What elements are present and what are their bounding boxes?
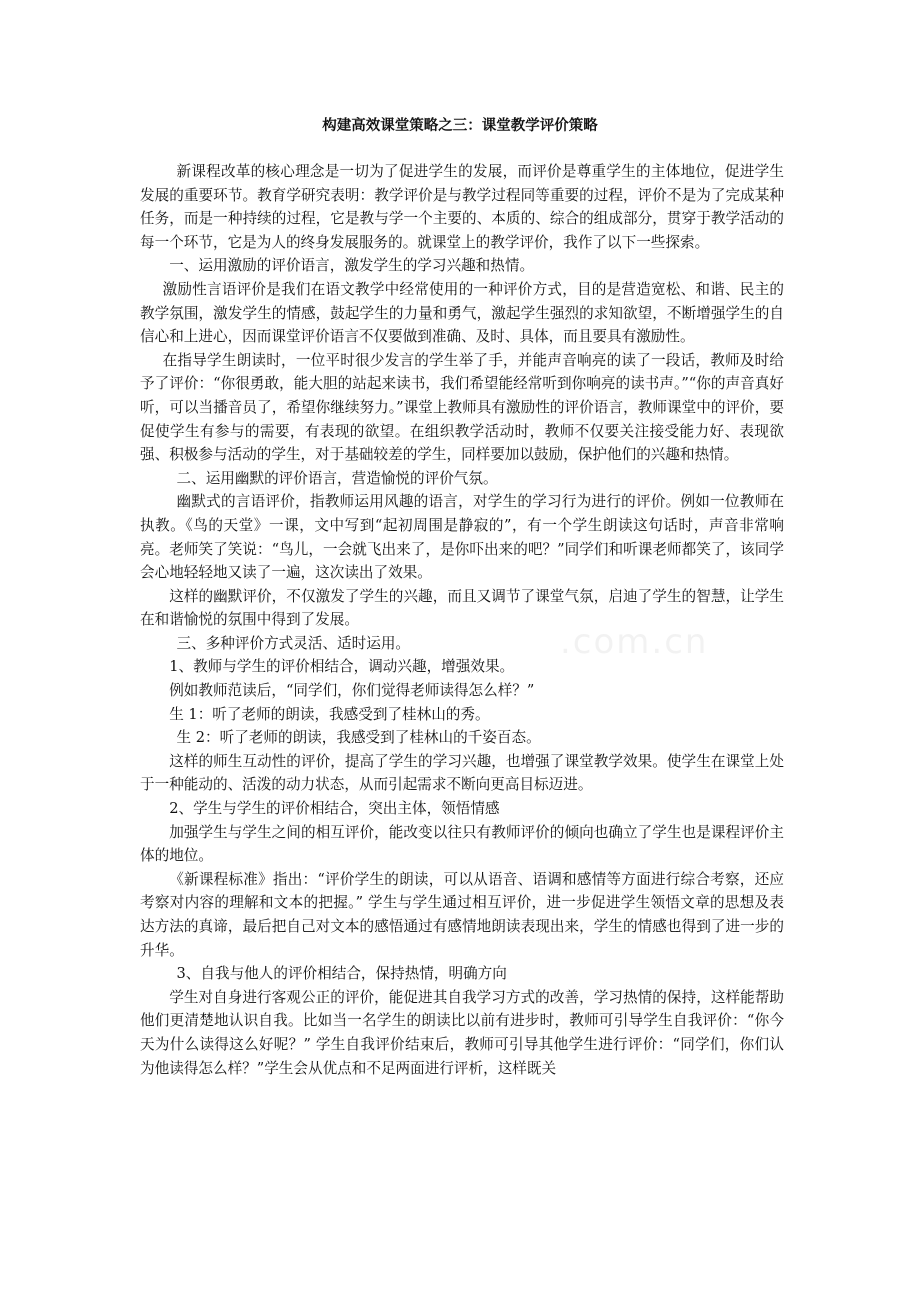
student-quote-2: 生 2：听了老师的朗读，我感受到了桂林山的千姿百态。 — [176, 729, 541, 747]
paragraph: 这样的幽默评价，不仅激发了学生的兴趣，而且又调节了课堂气氛，启迪了学生的智慧，让学生在和谐愉悦的氛围中得到了发展。 — [140, 587, 784, 629]
subheading-1: 1、教师与学生的评价相结合，调动兴趣，增强效果。 — [169, 658, 515, 676]
subheading-3: 3、自我与他人的评价相结合，保持热情，明确方向 — [176, 965, 507, 983]
subheading-2: 2、学生与学生的评价相结合，突出主体，领悟情感 — [169, 800, 500, 818]
document-body — [140, 160, 784, 1080]
document-title: 构建高效课堂策略之三：课堂教学评价策略 — [322, 118, 598, 134]
paragraph: 例如教师范读后，“同学们，你们觉得老师读得怎么样？” — [169, 682, 535, 700]
section-heading-1: 一、运用激励的评价语言，激发学生的学习兴趣和热情。 — [169, 257, 535, 275]
watermark-mark: .com.cn — [560, 622, 709, 662]
section-heading-3: 三、多种评价方式灵活、适时运用。 — [176, 634, 411, 652]
paragraph: 加强学生与学生之间的相互评价，能改变以往只有教师评价的倾向也确立了学生也是课程评价主体的地位。 — [140, 823, 784, 865]
student-quote-1: 生 1：听了老师的朗读，我感受到了桂林山的秀。 — [169, 705, 490, 723]
paragraph: 幽默式的言语评价，指教师运用风趣的语言，对学生的学习行为进行的评价。例如一位教师在执教。《鸟的天堂》一课，文中写到“起初周围是静寂的”，有一个学生朗读这句话时，声音非常响亮。老师笑了笑说：“鸟儿，一会就飞出来了，是你吓出来的吧？”同学们和听课老师都笑了，该同学会心地轻轻地又读了一遍，这次读出了效果。 — [140, 493, 784, 582]
paragraph: 激励性言语评价是我们在语文教学中经常使用的一种评价方式，目的是营造宽松、和谐、民主的教学氛围，激发学生的情感，鼓起学生的力量和勇气，激起学生强烈的求知欲望，不断增强学生的自信心和上进心，因而课堂评价语言不仅要做到准确、及时、具体，而且要具有激励性。 — [140, 280, 784, 346]
paragraph: 在指导学生朗读时，一位平时很少发言的学生举了手，并能声音响亮的读了一段话，教师及时给予了评价：“你很勇敢，能大胆的站起来读书，我们希望能经常听到你响亮的读书声。”“你的声音真好听，可以当播音员了，希望你继续努力。”课堂上教师具有激励性的评价语言，教师课堂中的评价，要促使学生有参与的需要，有表现的欲望。在组织教学活动时，教师不仅要关注接受能力好、表现欲强、积极参与活动的学生，对于基础较差的学生，同样要加以鼓励，保护他们的兴趣和热情。 — [140, 351, 784, 464]
paragraph: 《新课程标准》指出：“评价学生的朗读，可以从语音、语调和感情等方面进行综合考察，还应考察对内容的理解和文本的把握。” 学生与学生通过相互评价，进一步促进学生领悟文章的思想及表达方法的真谛，最后把自己对文本的感悟通过有感情地朗读表现出来，学生的情感也得到了进一步的升华。 — [140, 870, 784, 959]
paragraph: 学生对自身进行客观公正的评价，能促进其自我学习方式的改善，学习热情的保持，这样能帮助他们更清楚地认识自我。比如当一名学生的朗读比以前有进步时，教师可引导学生自我评价：“你今天为什么读得这么好呢？” 学生自我评价结束后，教师可引导其他学生进行评价：“同学们，你们认为他读得怎么样？”学生会从优点和不足两面进行评析，这样既关 — [140, 988, 784, 1077]
paragraph: 这样的师生互动性的评价，提高了学生的学习兴趣，也增强了课堂教学效果。使学生在课堂上处于一种能动的、活泼的动力状态，从而引起需求不断向更高目标迈进。 — [140, 752, 784, 794]
section-heading-2: 二、运用幽默的评价语言，营造愉悦的评价气氛。 — [176, 469, 498, 487]
intro-paragraph: 新课程改革的核心理念是一切为了促进学生的发展，而评价是尊重学生的主体地位，促进学生发展的重要环节。教育学研究表明：教学评价是与教学过程同等重要的过程，评价不是为了完成某种任务，而是一种持续的过程，它是教与学一个主要的、本质的、综合的组成部分，贯穿于教学活动的每一个环节，它是为人的终身发展服务的。就课堂上的教学评价，我作了以下一些探索。 — [140, 163, 784, 251]
